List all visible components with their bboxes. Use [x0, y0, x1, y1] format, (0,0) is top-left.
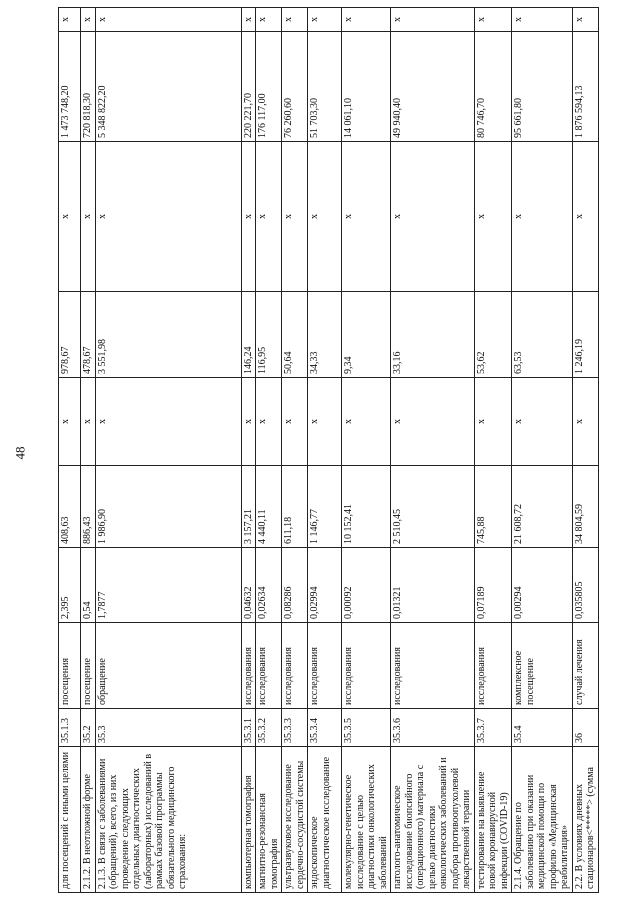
per-capita-cell: 478,67: [81, 292, 96, 378]
row-name-cell: компьютерная томография: [241, 747, 256, 893]
cell-col6: x: [282, 378, 308, 466]
unit-cell: комплексное посещение: [512, 623, 573, 709]
volume-cell: 0,54: [81, 548, 96, 623]
row-code-cell: 35.3: [95, 709, 241, 747]
volume-cell: 0,04632: [241, 548, 256, 623]
unit-cell: обращение: [95, 623, 241, 709]
unit-cell: исследования: [241, 623, 256, 709]
unit-cell: исследования: [474, 623, 512, 709]
row-code-cell: 35.3.3: [282, 709, 308, 747]
unit-cell: исследования: [391, 623, 475, 709]
table-row: [308, 8, 342, 893]
total-cell: 80 746,70: [474, 32, 512, 142]
cell-col10: x: [474, 8, 512, 32]
cell-col10: x: [572, 8, 598, 32]
row-code-cell: 35.3.2: [256, 709, 282, 747]
per-capita-cell: 9,34: [342, 292, 391, 378]
cell-col6: x: [81, 378, 96, 466]
row-name-cell: 2.2. В условиях дневных стационаров<*****> (сумма: [572, 747, 598, 893]
total-cell: 76 260,60: [282, 32, 308, 142]
cell-col8: x: [342, 142, 391, 292]
volume-cell: 0,00294: [512, 548, 573, 623]
total-cell: 49 940,40: [391, 32, 475, 142]
row-name-cell: тестирование на выявление новой коронавирусной инфекции (COVID-19): [474, 747, 512, 893]
cell-col10: x: [59, 8, 81, 32]
volume-cell: 0,035805: [572, 548, 598, 623]
table-body: [59, 8, 599, 893]
cost-cell: 21 608,72: [512, 466, 573, 548]
row-code-cell: 36: [572, 709, 598, 747]
page-number: 48: [12, 446, 27, 459]
volume-cell: 0,08286: [282, 548, 308, 623]
cell-col8: x: [512, 142, 573, 292]
cell-col6: x: [95, 378, 241, 466]
total-cell: 1 876 594,13: [572, 32, 598, 142]
volume-cell: 0,07189: [474, 548, 512, 623]
volume-cell: 0,00092: [342, 548, 391, 623]
rotated-table-area: [58, 8, 596, 893]
cell-col6: x: [512, 378, 573, 466]
cost-cell: 745,88: [474, 466, 512, 548]
cell-col6: x: [342, 378, 391, 466]
per-capita-cell: 146,24: [241, 292, 256, 378]
per-capita-cell: 3 551,98: [95, 292, 241, 378]
unit-cell: посещения: [59, 623, 81, 709]
row-code-cell: 35.4: [512, 709, 573, 747]
cost-cell: 1 146,77: [308, 466, 342, 548]
row-name-cell: 2.1.2. В неотложной форме: [81, 747, 96, 893]
cost-cell: 611,18: [282, 466, 308, 548]
per-capita-cell: 63,53: [512, 292, 573, 378]
table-row: [256, 8, 282, 893]
total-cell: 220 221,70: [241, 32, 256, 142]
table-row: [241, 8, 256, 893]
cost-cell: 886,43: [81, 466, 96, 548]
cell-col6: x: [572, 378, 598, 466]
cell-col6: x: [474, 378, 512, 466]
per-capita-cell: 34,33: [308, 292, 342, 378]
row-code-cell: 35.3.6: [391, 709, 475, 747]
cell-col8: x: [81, 142, 96, 292]
per-capita-cell: 33,16: [391, 292, 475, 378]
cell-col8: x: [241, 142, 256, 292]
cell-col10: x: [342, 8, 391, 32]
row-name-cell: 2.1.3. В связи с заболеваниями (обращений), всего, из них проведение следующих отдельных диагностических (лабораторных) исследований в рамках базовой программы обязательного медицинского страхования:: [95, 747, 241, 893]
table-row: [81, 8, 96, 893]
row-code-cell: 35.3.7: [474, 709, 512, 747]
cost-cell: 408,63: [59, 466, 81, 548]
row-name-cell: эндоскопическое диагностическое исследование: [308, 747, 342, 893]
rotated-table-container: [58, 8, 596, 893]
volume-cell: 1,7877: [95, 548, 241, 623]
row-name-cell: магнитно-резонансная томография: [256, 747, 282, 893]
row-code-cell: 35.1.3: [59, 709, 81, 747]
row-code-cell: 35.3.5: [342, 709, 391, 747]
unit-cell: посещение: [81, 623, 96, 709]
financial-table: [58, 7, 599, 893]
per-capita-cell: 50,64: [282, 292, 308, 378]
row-code-cell: 35.3.1: [241, 709, 256, 747]
unit-cell: исследования: [342, 623, 391, 709]
volume-cell: 0,02994: [308, 548, 342, 623]
table-row: [342, 8, 391, 893]
total-cell: 720 818,30: [81, 32, 96, 142]
volume-cell: 2,395: [59, 548, 81, 623]
total-cell: 14 061,10: [342, 32, 391, 142]
cell-col10: x: [512, 8, 573, 32]
cost-cell: 4 440,11: [256, 466, 282, 548]
row-name-cell: 2.1.4. Обращение по заболеванию при оказании медицинской помощи по профилю «Медицинская реабилитация»: [512, 747, 573, 893]
cost-cell: 34 804,59: [572, 466, 598, 548]
cell-col8: x: [59, 142, 81, 292]
cell-col8: x: [256, 142, 282, 292]
per-capita-cell: 116,95: [256, 292, 282, 378]
cell-col6: x: [391, 378, 475, 466]
cell-col8: x: [474, 142, 512, 292]
cell-col8: x: [391, 142, 475, 292]
per-capita-cell: 978,67: [59, 292, 81, 378]
cell-col10: x: [256, 8, 282, 32]
per-capita-cell: 1 246,19: [572, 292, 598, 378]
volume-cell: 0,02634: [256, 548, 282, 623]
unit-cell: исследования: [308, 623, 342, 709]
per-capita-cell: 53,62: [474, 292, 512, 378]
cell-col10: x: [81, 8, 96, 32]
cell-col8: x: [308, 142, 342, 292]
total-cell: 1 473 748,20: [59, 32, 81, 142]
cell-col8: x: [572, 142, 598, 292]
total-cell: 51 703,30: [308, 32, 342, 142]
volume-cell: 0,01321: [391, 548, 475, 623]
cell-col10: x: [391, 8, 475, 32]
cell-col10: x: [95, 8, 241, 32]
cost-cell: 10 152,41: [342, 466, 391, 548]
cell-col6: x: [59, 378, 81, 466]
table-row: [474, 8, 512, 893]
unit-cell: исследования: [256, 623, 282, 709]
page-number-area: [0, 0, 40, 905]
row-code-cell: 35.2: [81, 709, 96, 747]
total-cell: 5 348 822,20: [95, 32, 241, 142]
cell-col6: x: [256, 378, 282, 466]
cost-cell: 3 157,21: [241, 466, 256, 548]
cell-col10: x: [241, 8, 256, 32]
total-cell: 95 661,80: [512, 32, 573, 142]
cell-col10: x: [308, 8, 342, 32]
unit-cell: исследования: [282, 623, 308, 709]
row-code-cell: 35.3.4: [308, 709, 342, 747]
cell-col8: x: [95, 142, 241, 292]
row-name-cell: молекулярно-генетическое исследование с целью диагностики онкологических заболеваний: [342, 747, 391, 893]
cost-cell: 2 510,45: [391, 466, 475, 548]
cost-cell: 1 986,90: [95, 466, 241, 548]
table-row: [282, 8, 308, 893]
unit-cell: случай лечения: [572, 623, 598, 709]
table-row: [512, 8, 573, 893]
table-row: [572, 8, 598, 893]
cell-col6: x: [308, 378, 342, 466]
row-name-cell: патолого-анатомическое исследование биопсийного (операционного) материала с целью диагностики онкологических заболеваний и подбора противоопухолевой лекарственной терапии: [391, 747, 475, 893]
cell-col6: x: [241, 378, 256, 466]
table-row: [59, 8, 81, 893]
cell-col10: x: [282, 8, 308, 32]
cell-col8: x: [282, 142, 308, 292]
total-cell: 176 117,00: [256, 32, 282, 142]
row-name-cell: для посещений с иными целями: [59, 747, 81, 893]
row-name-cell: ультразвуковое исследование сердечно-сосудистой системы: [282, 747, 308, 893]
table-row: [391, 8, 475, 893]
table-row: [95, 8, 241, 893]
